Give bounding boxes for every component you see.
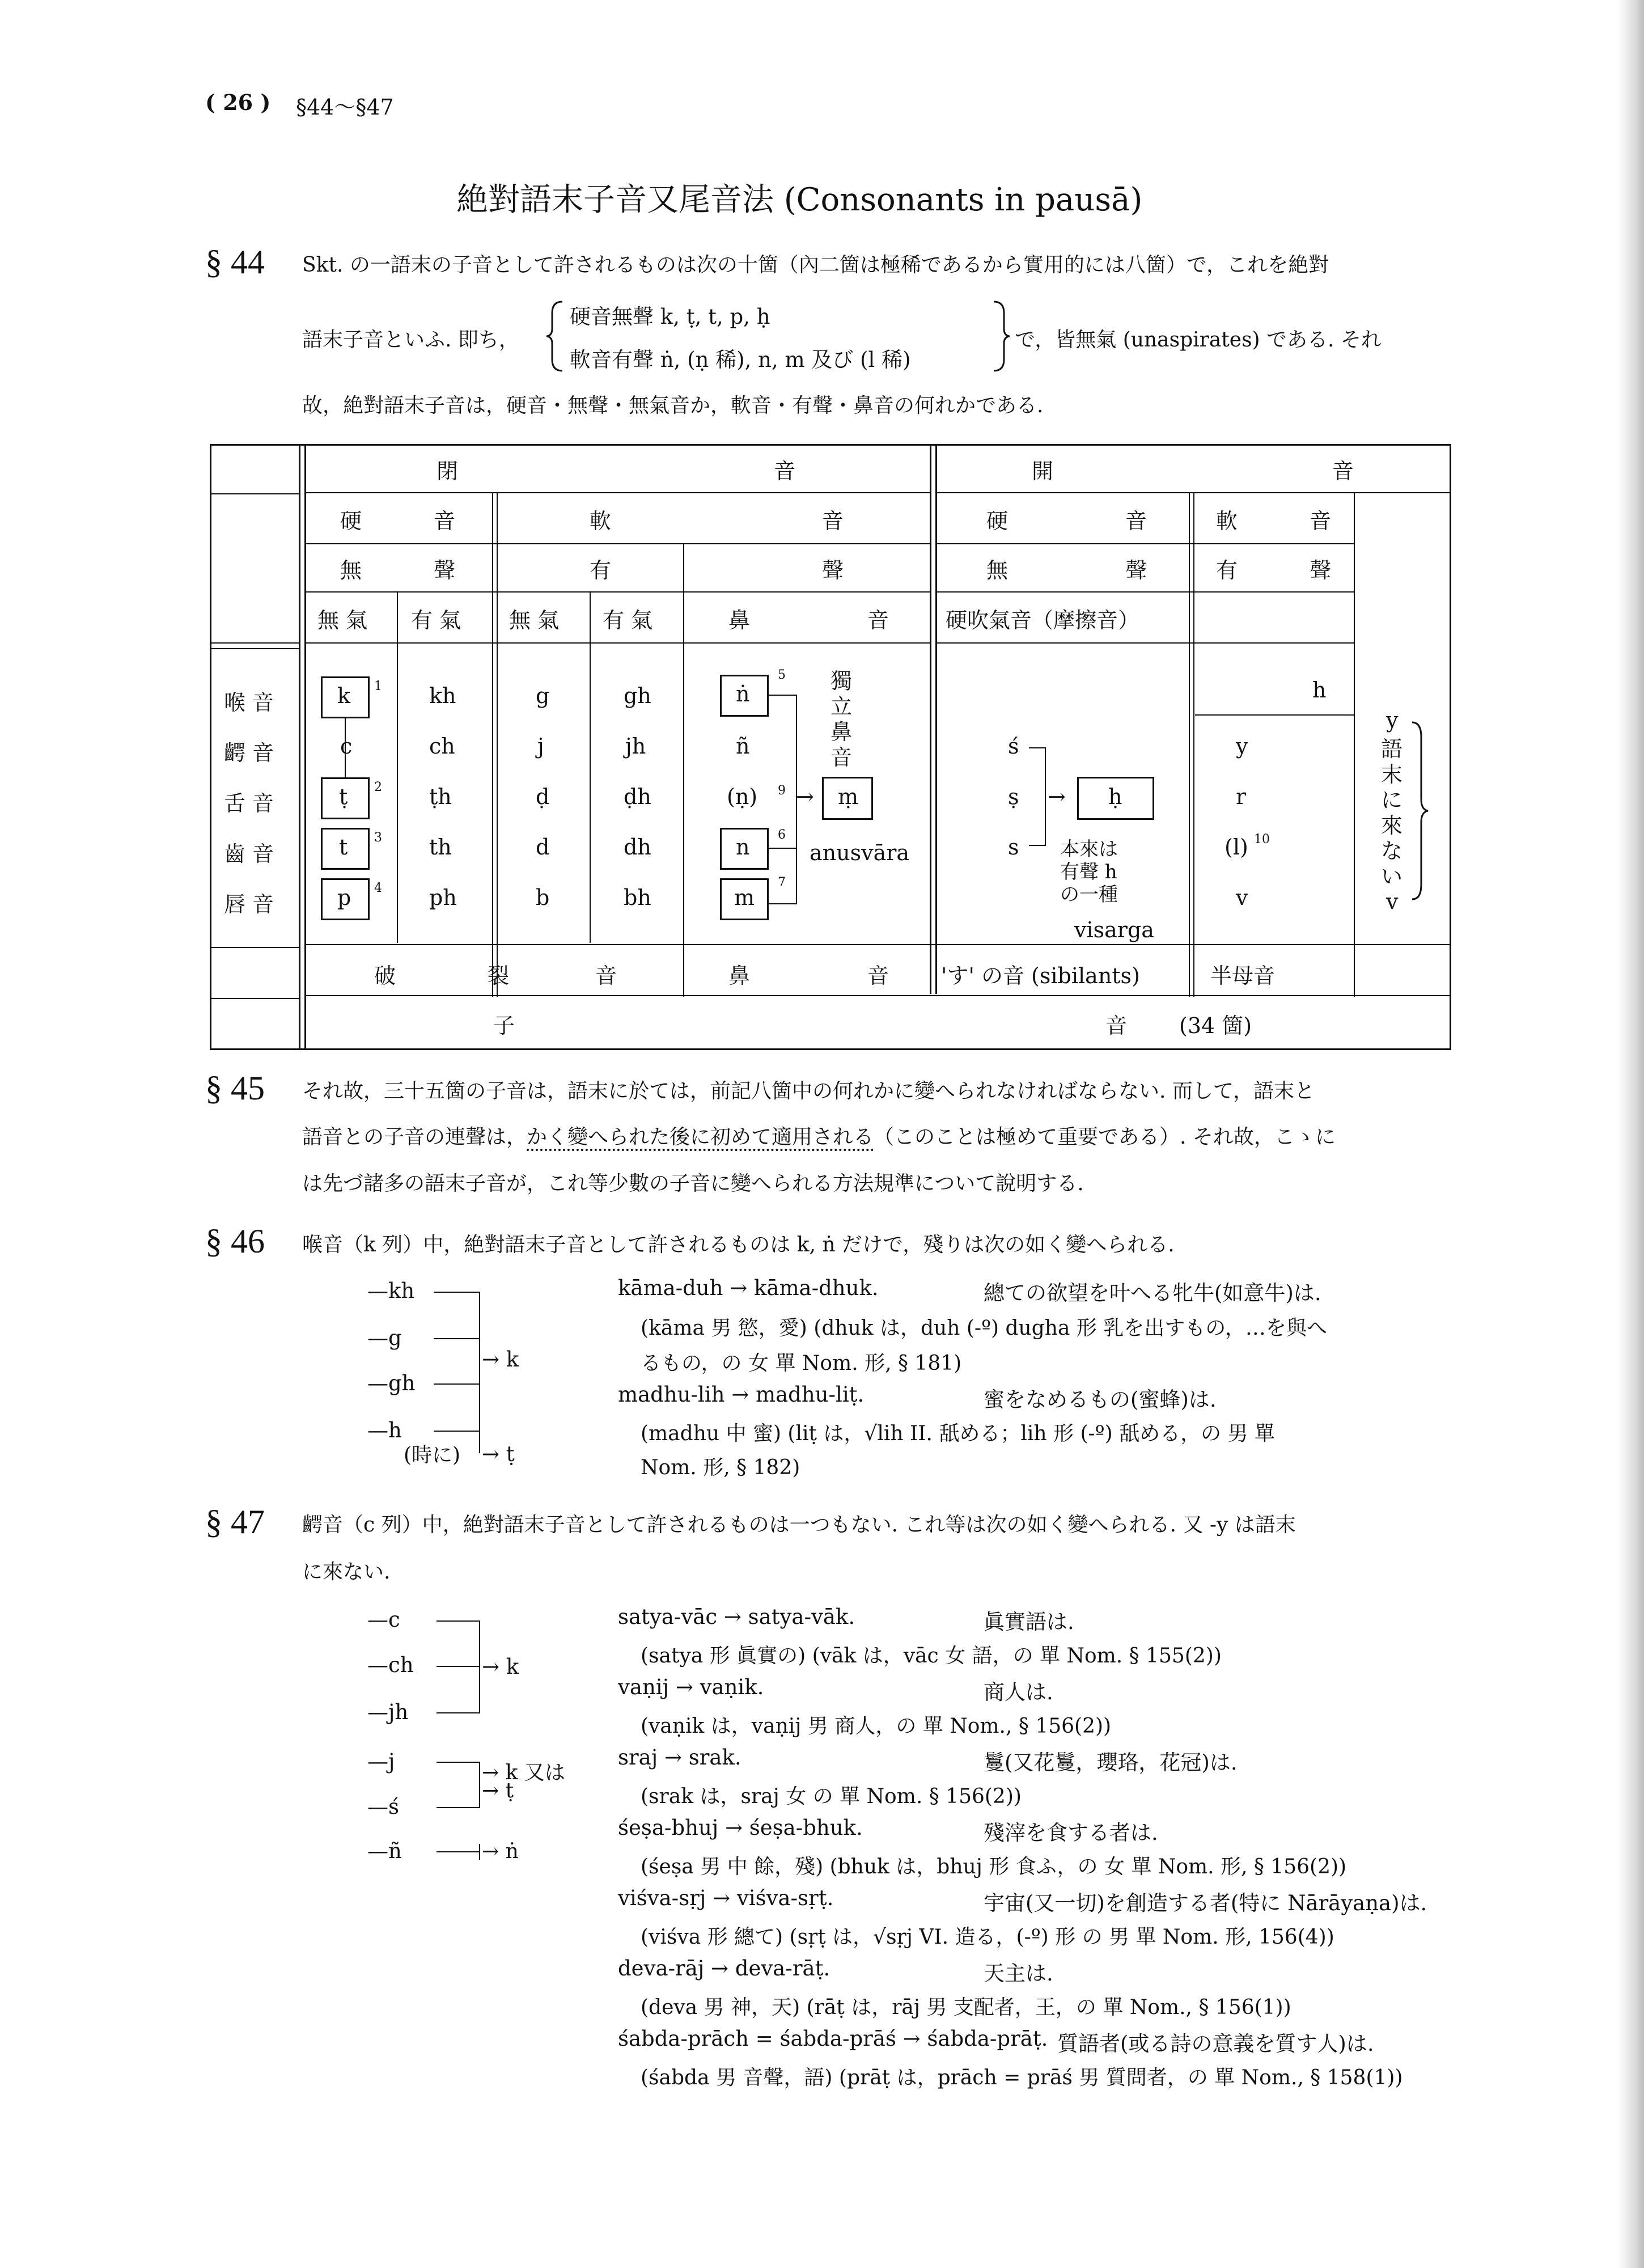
c5-m: m xyxy=(734,885,755,910)
last-col-v3: に xyxy=(1381,788,1403,813)
visarga-label: visarga xyxy=(1074,917,1154,942)
s47-ex7-n: (śabda 男 音聲，語) (prāṭ は，prāch = prāś 男 質問者，の 單 Nom., § 158(1)) xyxy=(641,2066,1403,2089)
s47-arrow-k-or: → k 又は xyxy=(482,1761,565,1784)
c4-bh: bh xyxy=(624,885,651,910)
c1-k: k xyxy=(337,683,351,708)
th2-hard-4: 音 xyxy=(1125,509,1147,534)
sup-7: 7 xyxy=(778,875,786,890)
th4-3: 無 氣 xyxy=(509,608,560,633)
th4-2: 有 氣 xyxy=(411,608,461,633)
s46-arrow-t: → ṭ xyxy=(482,1442,515,1466)
nasal-label-2: 立 xyxy=(831,694,853,719)
th2-soft-4: 音 xyxy=(1310,509,1332,534)
s47-left-jh: —jh xyxy=(367,1700,409,1724)
sup-10: 10 xyxy=(1254,832,1270,847)
s44-group-soft: 軟音有聲 ṅ, (ṇ 稀), n, m 及び (l 稀) xyxy=(570,348,911,372)
row-guttural: 喉 音 xyxy=(224,690,274,715)
c1-p: p xyxy=(337,885,351,910)
s44-line1: Skt. の一語末の子音として許されるものは次の十箇（內二箇は極稀であるから實用的には八箇）で，これを絶對 xyxy=(302,253,1329,277)
s44-group-hard: 硬音無聲 k, ṭ, t, p, ḥ xyxy=(570,304,770,329)
c1-tr: ṭ xyxy=(339,784,348,809)
foot-6: 'す' の音 (sibilants) xyxy=(941,963,1140,988)
s47-ex4-n: (śeṣa 男 中 餘，殘) (bhuk は，bhuj 形 食ふ，の 女 單 Nom. 形, § 156(2)) xyxy=(641,1855,1347,1878)
sup-9: 9 xyxy=(778,784,786,798)
th3-4: 聲 xyxy=(822,558,844,583)
c5-ny: ñ xyxy=(736,734,750,759)
s47-intro2: に來ない. xyxy=(302,1560,391,1584)
foot2-1: 子 xyxy=(493,1013,515,1038)
arrow-to-visarga: → xyxy=(1048,784,1066,809)
c2-th: th xyxy=(429,835,452,860)
s47-ex3: sraj → srak. xyxy=(618,1745,742,1770)
sib-s: s xyxy=(1008,835,1019,860)
last-col-brace xyxy=(1409,720,1431,902)
s47-left-j: —j xyxy=(367,1749,395,1774)
s47-left-ny: —ñ xyxy=(367,1839,402,1863)
visarga-note-3: の一種 xyxy=(1060,883,1118,906)
section-46-number: § 46 xyxy=(205,1222,265,1260)
s47-ex1-tr: 眞實語は. xyxy=(984,1610,1074,1634)
last-col-v4: 來 xyxy=(1381,813,1403,838)
c4-dh: dh xyxy=(624,835,651,860)
foot-7: 半母音 xyxy=(1210,963,1276,988)
c3-d: d xyxy=(536,835,550,860)
c5-ng: ṅ xyxy=(736,682,750,706)
s46-intro: 喉音（k 列）中，絶對語末子音として許されるものは k, ṅ だけで，殘りは次の如く變へられる. xyxy=(302,1233,1175,1256)
th2-soft-1: 軟 xyxy=(590,509,612,534)
c2-kh: kh xyxy=(429,683,456,708)
th3-1: 無 xyxy=(340,558,362,583)
h-col: h xyxy=(1312,678,1327,703)
page-title: 絶對語末子音又尾音法 (Consonants in pausā) xyxy=(456,181,1143,218)
s46-left-h: —h xyxy=(367,1418,402,1442)
semi-y: y xyxy=(1236,734,1248,759)
s47-arrow-n: → ṅ xyxy=(482,1840,519,1863)
s47-left-ch: —ch xyxy=(367,1653,414,1677)
s44-right-brace xyxy=(989,299,1012,373)
sup-3: 3 xyxy=(374,831,382,845)
th2-hard-1: 硬 xyxy=(340,509,362,534)
sup-6: 6 xyxy=(778,828,786,842)
anusvara-label: anusvāra xyxy=(810,840,910,865)
row-palatal: 齶 音 xyxy=(224,741,274,765)
s47-arrow-t: → ṭ xyxy=(482,1779,514,1802)
s46-left-g: —g xyxy=(367,1326,402,1350)
th3-6: 聲 xyxy=(1125,558,1147,583)
visarga-note-1: 本來は xyxy=(1060,838,1118,861)
s46-ex1-n2: るもの，の 女 單 Nom. 形, § 181) xyxy=(641,1352,962,1375)
th3-3: 有 xyxy=(590,558,612,583)
c4-dh-r: ḍh xyxy=(624,784,651,809)
c1-t: t xyxy=(339,835,348,860)
s44-line3: 故，絶對語末子音は，硬音・無聲・無氣音か，軟音・有聲・鼻音の何れかである. xyxy=(302,394,1044,417)
c5-n: n xyxy=(736,835,750,860)
page-number: ( 26 ) xyxy=(205,90,271,115)
th-open-1: 開 xyxy=(1032,459,1054,484)
row-dental: 齒 音 xyxy=(224,841,274,866)
c3-d-r: ḍ xyxy=(536,784,550,809)
s46-ex1-n1: (kāma 男 慾，愛) (dhuk は，duh (-º) dugha 形 乳を出すもの，…を與へ xyxy=(641,1317,1327,1340)
last-col-v: v xyxy=(1386,889,1399,914)
visarga: ḥ xyxy=(1108,784,1122,809)
s45-line2c: （このことは極めて重要である）. それ故，こゝに xyxy=(874,1125,1336,1149)
s46-ex2-n1: (madhu 中 蜜) (liṭ は，√lih II. 舐める；lih 形 (-º) 舐める，の 男 單 xyxy=(641,1422,1275,1445)
s46-ex1-tr: 總ての欲望を叶へる牝牛(如意牛)は. xyxy=(984,1281,1321,1305)
sib-sh: ś xyxy=(1008,734,1019,759)
nasal-label-1: 獨 xyxy=(831,668,853,693)
th-open-2: 音 xyxy=(1332,459,1354,484)
s47-ex4-tr: 殘滓を食する者は. xyxy=(984,1821,1158,1845)
th4-1: 無 氣 xyxy=(317,608,368,633)
th4-7: 硬吹氣音（摩擦音） xyxy=(946,608,1140,633)
c4-jh: jh xyxy=(625,734,646,759)
s47-ex3-n: (srak は，sraj 女 の 單 Nom. § 156(2)) xyxy=(641,1785,1022,1808)
row-cerebral: 舌 音 xyxy=(224,791,274,816)
section-45-number: § 45 xyxy=(205,1069,265,1107)
s47-ex1-n: (satya 形 眞實の) (vāk は，vāc 女 語，の 單 Nom. § 155(2)) xyxy=(641,1644,1222,1668)
th2-hard-3: 硬 xyxy=(986,509,1009,534)
s47-ex6: deva-rāj → deva-rāṭ. xyxy=(618,1956,831,1981)
s46-sometimes: (時に) xyxy=(404,1444,461,1467)
last-col-v1: 語 xyxy=(1381,737,1403,761)
s47-ex6-n: (deva 男 神，天) (rāṭ は，rāj 男 支配者，王，の 單 Nom., § 156(1)) xyxy=(641,1996,1291,2019)
c3-j: j xyxy=(537,734,544,759)
s46-ex2: madhu-lih → madhu-liṭ. xyxy=(618,1382,865,1407)
foot-1: 破 xyxy=(374,963,396,988)
last-col-v2: 末 xyxy=(1381,762,1403,787)
arrow-to-anusvara: → xyxy=(796,784,814,809)
th3-5: 無 xyxy=(986,558,1009,583)
page-edge-shadow xyxy=(1618,0,1644,2268)
s47-ex2-n: (vaṇik は，vaṇij 男 商人，の 單 Nom., § 156(2)) xyxy=(641,1715,1112,1738)
foot-4: 鼻 xyxy=(728,963,751,988)
foot2-3: (34 箇) xyxy=(1179,1013,1252,1038)
s47-ex2: vaṇij → vaṇik. xyxy=(618,1675,764,1699)
sup-1: 1 xyxy=(374,679,382,693)
sib-ssh: ṣ xyxy=(1008,784,1019,809)
s46-ex2-tr: 蜜をなめるもの(蜜蜂)は. xyxy=(984,1387,1217,1412)
c4-gh: gh xyxy=(624,683,651,708)
s47-ex5: viśva-sṛj → viśva-sṛṭ. xyxy=(618,1886,834,1910)
th2-hard-2: 音 xyxy=(434,509,456,534)
c3-b: b xyxy=(536,885,550,910)
c3-g: g xyxy=(536,683,550,708)
th3-2: 聲 xyxy=(434,558,456,583)
th3-8: 聲 xyxy=(1310,558,1332,583)
anusvara: ṃ xyxy=(838,784,859,809)
c5-nr: (ṇ) xyxy=(727,784,758,809)
th4-4: 有 氣 xyxy=(603,608,653,633)
th3-7: 有 xyxy=(1216,558,1238,583)
visarga-note-2: 有聲 h xyxy=(1060,861,1117,883)
section-47-number: § 47 xyxy=(205,1503,265,1541)
semi-v: v xyxy=(1236,885,1248,910)
sup-4: 4 xyxy=(374,881,382,895)
c2-th-r: ṭh xyxy=(429,784,452,809)
c1-c: c xyxy=(340,734,353,759)
last-col-y: y xyxy=(1386,708,1399,733)
s47-intro: 齶音（c 列）中，絶對語末子音として許されるものは一つもない. これ等は次の如く變へられる. 又 -y は語末 xyxy=(302,1513,1296,1537)
th4-6: 音 xyxy=(867,608,889,633)
th2-soft-2: 音 xyxy=(822,509,844,534)
s46-left-gh: —gh xyxy=(367,1371,416,1395)
s47-ex1: satya-vāc → satya-vāk. xyxy=(618,1605,855,1629)
s46-ex1: kāma-duh → kāma-dhuk. xyxy=(618,1276,879,1300)
s47-ex4: śeṣa-bhuj → śeṣa-bhuk. xyxy=(618,1816,863,1840)
s45-line1: それ故，三十五箇の子音は，語末に於ては，前記八箇中の何れかに變へられなければならない. 而して，語末と xyxy=(302,1080,1315,1103)
c2-ph: ph xyxy=(429,885,457,910)
s47-ex7-tr: 質語者(或る詩の意義を質す人)は. xyxy=(1057,2032,1374,2056)
s46-left-kh: —kh xyxy=(367,1279,415,1303)
c2-ch: ch xyxy=(429,734,455,759)
th2-soft-3: 軟 xyxy=(1216,509,1238,534)
last-col-v6: い xyxy=(1381,864,1403,889)
s47-ex5-tr: 宇宙(又一切)を創造する者(特に Nārāyaṇa)は. xyxy=(984,1891,1427,1915)
nasal-label-3: 鼻 xyxy=(831,720,853,744)
s45-line3: は先づ諸多の語末子音が，これ等少數の子音に變へられる方法規準について說明する. xyxy=(302,1172,1084,1195)
semi-r: r xyxy=(1236,784,1247,809)
th-closed-1: 閉 xyxy=(437,459,459,484)
foot-5: 音 xyxy=(867,963,889,988)
last-col-v5: な xyxy=(1381,839,1403,864)
s47-left-c: —c xyxy=(367,1607,400,1632)
s47-ex7: śabda-prāch = śabda-prāś → śabda-prāṭ. xyxy=(618,2026,1048,2051)
s47-ex6-tr: 天主は. xyxy=(984,1961,1053,1986)
th4-5: 鼻 xyxy=(728,608,751,633)
foot-3: 音 xyxy=(595,963,617,988)
semi-l: (l) xyxy=(1224,835,1248,860)
s46-arrow-k: → k xyxy=(482,1347,519,1372)
s47-left-sh: —ś xyxy=(367,1795,399,1819)
s44-left-brace xyxy=(544,299,567,373)
foot-2: 裂 xyxy=(488,963,510,988)
s47-arrow-k: → k xyxy=(482,1655,519,1679)
foot2-2: 音 xyxy=(1105,1013,1128,1038)
s47-ex3-tr: 鬘(又花鬘，瓔珞，花冠)は. xyxy=(984,1750,1238,1775)
s44-line2-pre: 語末子音といふ. 即ち， xyxy=(302,328,519,352)
section-44-number: § 44 xyxy=(205,243,265,281)
s44-line2-post: で，皆無氣 (unaspirates) である. それ xyxy=(1015,328,1382,352)
sup-2: 2 xyxy=(374,780,382,794)
th-closed-2: 音 xyxy=(774,459,796,484)
section-range: §44～§47 xyxy=(296,95,394,120)
nasal-label-4: 音 xyxy=(831,745,853,770)
s47-ex2-tr: 商人は. xyxy=(984,1680,1053,1704)
s47-ex5-n: (viśva 形 總て) (sṛṭ は，√sṛj VI. 造る，(-º) 形 の 男 單 Nom. 形, 156(4)) xyxy=(641,1926,1334,1949)
s46-ex2-n2: Nom. 形, § 182) xyxy=(641,1456,800,1479)
sup-5: 5 xyxy=(778,668,786,682)
s45-line2b: かく變へられた後に初めて適用される xyxy=(527,1125,874,1151)
row-labial: 唇 音 xyxy=(224,892,274,917)
s45-line2a: 語音との子音の連聲は， xyxy=(302,1125,527,1149)
